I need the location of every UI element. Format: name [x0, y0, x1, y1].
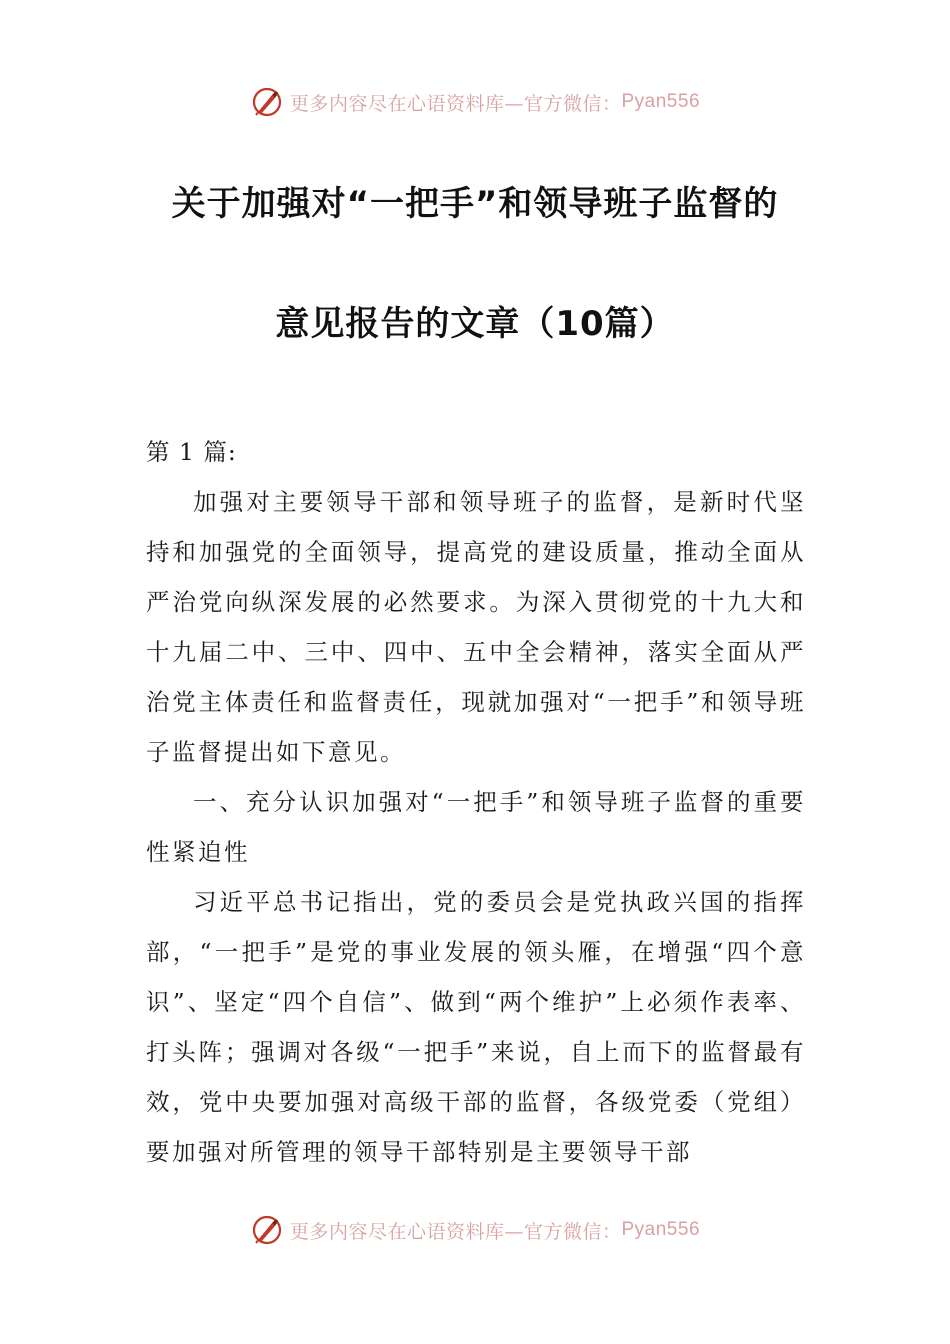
footer-watermark: [0, 1210, 950, 1250]
watermark-wechat-id: Pyan556: [621, 1219, 701, 1240]
pen-logo-icon: [250, 1213, 284, 1247]
watermark-text: 更多内容尽在心语资料库—官方微信：: [289, 1220, 622, 1243]
section-heading: 一、充分认识加强对“一把手”和领导班子监督的重要性紧迫性: [146, 788, 806, 866]
document-body: [146, 427, 806, 1177]
body-paragraph: 习近平总书记指出，党的委员会是党执政兴国的指挥部，“一把手”是党的事业发展的领头雁，在增强“四个意识”、坚定“四个自信”、做到“两个维护”上必须作表率、打头阵；强调对各级“一把手”来说，自上而下的监督最有效，党中央要加强对高级干部的监督，各级党委（党组）要加强对所管理的领导干部特别是主要领导干部: [146, 888, 806, 1166]
watermark-wechat-id: Pyan556: [621, 91, 701, 112]
watermark-text: 更多内容尽在心语资料库—官方微信：: [289, 92, 622, 115]
document-title-line-2: 意见报告的文章（10篇）: [275, 304, 675, 344]
pen-logo-icon: [250, 85, 284, 119]
section-label: 第 1 篇:: [146, 438, 237, 466]
document-title-line-1: 关于加强对“一把手”和领导班子监督的: [171, 184, 779, 224]
body-paragraph: 加强对主要领导干部和领导班子的监督，是新时代坚持和加强党的全面领导，提高党的建设质量，推动全面从严治党向纵深发展的必然要求。为深入贯彻党的十九大和十九届二中、三中、四中、五中全会精神，落实全面从严治党主体责任和监督责任，现就加强对“一把手”和领导班子监督提出如下意见。: [146, 488, 806, 766]
header-watermark: [0, 82, 950, 122]
